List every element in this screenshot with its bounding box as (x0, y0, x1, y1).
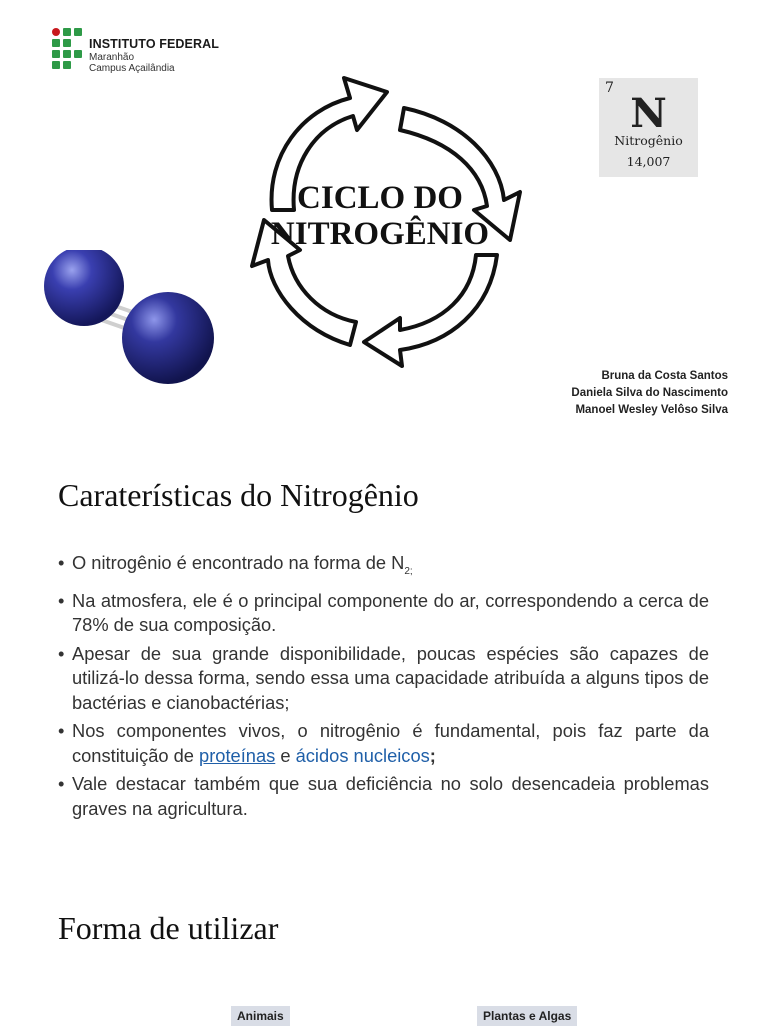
list-item: • Nos componentes vivos, o nitrogênio é fundamental, pois faz parte da constituição de proteínas e ácidos nucleicos; (58, 719, 709, 768)
author-name: Bruna da Costa Santos (601, 370, 728, 382)
cycle-title-line2: NITROGÊNIO (270, 216, 490, 252)
logo-grid-icon (52, 28, 84, 70)
list-item: • Apesar de sua grande disponibilidade, poucas espécies são capazes de utilizá-lo dessa forma, sendo essa uma capacidade atribuída a alguns tipos de bactérias e cianobactérias; (58, 642, 709, 716)
element-atomic-number: 7 (605, 80, 614, 96)
label-plants-algae: Plantas e Algas (477, 1006, 577, 1026)
label-animals: Animais (231, 1006, 290, 1026)
logo-title: INSTITUTO FEDERAL (89, 37, 219, 51)
cycle-title (230, 180, 530, 252)
section-heading-usage: Forma de utilizar (58, 910, 279, 946)
logo-subtitle-campus: Campus Açailândia (89, 63, 175, 74)
element-mass: 14,007 (626, 154, 671, 169)
author-name: Daniela Silva do Nascimento (571, 387, 728, 399)
element-symbol: N (630, 90, 667, 137)
element-name: Nitrogênio (614, 133, 683, 148)
list-item: • Vale destacar também que sua deficiência no solo desencadeia problemas graves na agricultura. (58, 772, 709, 821)
section-heading-characteristics: Caraterísticas do Nitrogênio (58, 477, 419, 513)
periodic-element-tile (599, 78, 698, 177)
subscript: 2; (404, 566, 413, 577)
n2-molecule-icon (40, 250, 220, 395)
nucleic-acids-link[interactable]: ácidos nucleicos (295, 744, 430, 766)
list-item: • Na atmosfera, ele é o principal componente do ar, correspondendo a cerca de 78% de sua composição. (58, 589, 709, 638)
institute-logo (52, 28, 252, 74)
logo-subtitle-state: Maranhão (89, 52, 135, 63)
list-item: • O nitrogênio é encontrado na forma de $N_{2;}$ (58, 551, 709, 585)
cycle-title-line1: CICLO DO (297, 180, 463, 216)
characteristics-list (58, 551, 709, 825)
authors-block (571, 368, 728, 419)
author-name: Manoel Wesley Velôso Silva (575, 404, 728, 416)
proteins-link[interactable]: proteínas (199, 744, 276, 766)
